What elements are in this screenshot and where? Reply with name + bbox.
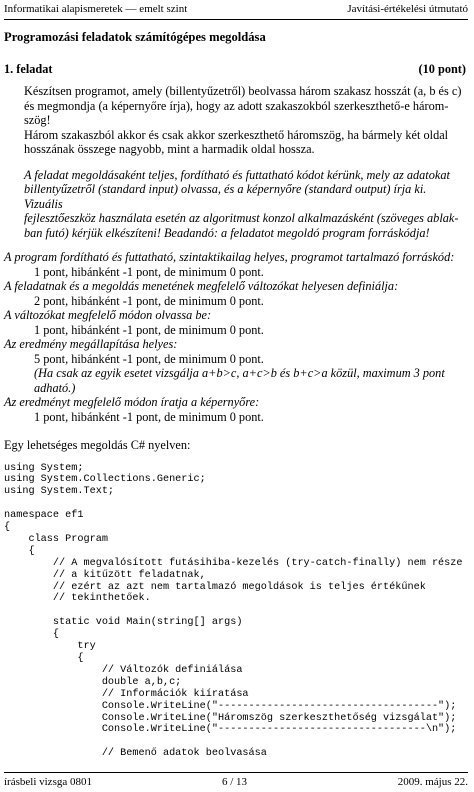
footer-left-text: írásbeli vizsga 0801 (4, 776, 92, 788)
criterion-points: 1 pont, hibánként -1 pont, de minimum 0 pont. (34, 264, 264, 279)
criterion-points: 1 pont, hibánként -1 pont, de minimum 0 pont. (34, 322, 264, 337)
criterion-points: 1 pont, hibánként -1 pont, de minimum 0 pont. (34, 409, 264, 424)
submission-instructions (24, 168, 466, 241)
header-right-text: Javítási-értékelési útmutató (347, 3, 468, 15)
footer-rule (4, 772, 468, 773)
instruction-line: fejlesztőeszköz használata esetén az algoritmust konzol alkalmazásként (szöveges ablak- (24, 211, 459, 225)
task-points: (10 pont) (418, 62, 466, 76)
section-title: Programozási feladatok számítógépes megoldása (4, 30, 266, 44)
task-heading (4, 62, 466, 77)
criterion-text: Az eredmény megállapítása helyes: (4, 337, 178, 351)
solution-intro: Egy lehetséges megoldás C# nyelven: (4, 438, 191, 452)
description-line: Készítsen programot, amely (billentyűzetről) beolvassa három szakasz hosszát (a, b és c) (24, 84, 462, 98)
footer-right-text: 2009. május 22. (397, 776, 468, 788)
page-footer (4, 776, 468, 790)
criterion-points: 2 pont, hibánként -1 pont, de minimum 0 pont. (34, 293, 264, 308)
description-line: hosszának összege nagyobb, mint a harmadik oldal hossza. (24, 142, 315, 156)
task-description (24, 84, 466, 157)
description-line: szög! (24, 113, 51, 127)
criterion-text: A program fordítható és futtatható, szintaktikailag helyes, programot tartalmazó forráskód: (4, 250, 455, 264)
page-header (4, 3, 468, 17)
criterion-note: adható.) (34, 380, 76, 395)
instruction-line: ban futó) kérjük elkészíteni! Beadandó: a feladatot megoldó program forráskódja! (24, 225, 430, 240)
task-label: 1. feladat (4, 62, 53, 76)
criterion-note: (Ha csak az egyik esetet vizsgálja a+b>c, a+c>b és b+c>a közül, maximum 3 pont (34, 366, 445, 380)
page-number: 6 / 13 (222, 776, 248, 788)
instruction-line: billentyűzetről (standard input) olvassa, és a képernyőre (standard output) írja ki. Vizuális (24, 182, 427, 211)
header-left-text: Informatikai alapismeretek — emelt szint (4, 3, 188, 15)
description-line: Három szakaszból akkor és csak akkor szerkeszthető háromszög, ha bármely két oldal (24, 127, 449, 142)
page-body (4, 30, 466, 760)
code-listing: using System; using System.Collections.Generic; using System.Text; namespace ef1 { class Program { // A megvalósított futásihiba-kezelés (try-catch-finally) nem része // a kitűzött feladatnak, // ezért az azt nem tartalmazó megoldások is teljes értékűnek // tekinthetőek. static void Main(string[] args) { try { // Változók definiálása double a,b,c; // Információk kiíratása Console.WriteLine("------------------------------------"); Console.WriteLine("Háromszög szerkeszthetőség vizsgálat"); Console.WriteLine("----------------------------------\n"); // Bemenő adatok beolvasása (4, 462, 463, 760)
criterion-text: Az eredményt megfelelő módon íratja a képernyőre: (4, 395, 260, 409)
description-line: és megmondja (a képernyőre írja), hogy az adott szakaszokból szerkeszthető-e három- (24, 98, 449, 113)
scoring-criteria (4, 250, 466, 424)
criterion-points: 5 pont, hibánként -1 pont, de minimum 0 pont. (34, 351, 264, 366)
criterion-text: A változókat megfelelő módon olvassa be: (4, 308, 212, 322)
instruction-line: A feladat megoldásaként teljes, fordítható és futtatható kódot kérünk, mely az adatokat (24, 167, 450, 182)
criterion-text: A feladatnak és a megoldás menetének megfelelő változókat helyesen definiálja: (4, 279, 399, 293)
header-rule (4, 19, 468, 20)
